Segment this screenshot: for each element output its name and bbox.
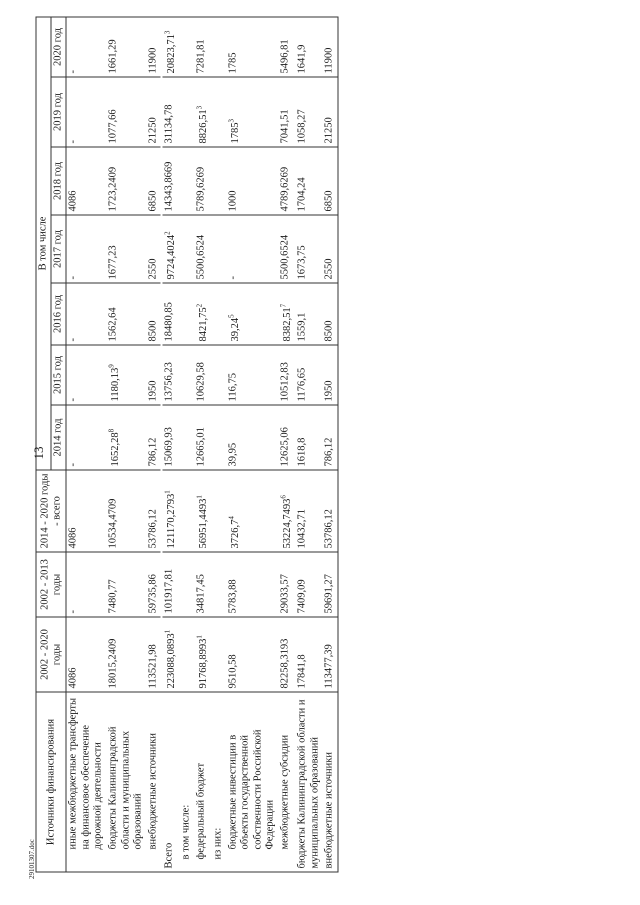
cell-value: 14343,8669: [163, 161, 175, 212]
table-cell: [66, 345, 106, 405]
row-source-label: иные межбюджетные трансферты на финансовое обеспечение дорожной деятельности: [66, 692, 106, 872]
table-cell: [296, 470, 323, 552]
table-cell: [163, 345, 180, 405]
cell-value: 10432,71: [296, 509, 308, 549]
cell-value: -: [67, 140, 79, 144]
table-cell: [106, 17, 146, 77]
cell-value: 116,75: [227, 373, 239, 402]
table-cell: [66, 552, 106, 617]
cell-value: 7480,77: [107, 579, 119, 614]
cell-value: 1677,23: [107, 245, 119, 280]
cell-value: 786,12: [147, 437, 159, 467]
table-cell: [66, 147, 106, 215]
cell-value: 11900: [147, 47, 159, 74]
table-cell: [66, 470, 106, 552]
table-cell: [163, 617, 180, 692]
footnote-marker: 3: [227, 119, 236, 123]
table-cell: [106, 215, 146, 283]
cell-value: 121170,2793: [166, 493, 178, 549]
cell-value: 1704,24: [296, 177, 308, 212]
footnote-marker: 1: [163, 490, 172, 494]
table-cell: [194, 617, 211, 692]
row-source-label: бюджеты Калининградской области и муниципальных образований: [296, 692, 323, 872]
footnote-marker: 5: [227, 314, 236, 318]
table-row: [106, 17, 146, 872]
cell-value: 12625,06: [279, 427, 291, 467]
row-source-label: федеральный бюджет: [194, 692, 211, 872]
cell-value: 12665,01: [195, 427, 207, 467]
cell-value: 21250: [147, 117, 159, 144]
cell-value: 34817,45: [195, 574, 207, 614]
table-cell: [279, 77, 296, 147]
table-cell: [212, 617, 227, 692]
table-cell: [163, 17, 180, 77]
table-cell: [180, 283, 195, 345]
cell-value: -: [67, 398, 79, 402]
table-cell: [226, 283, 278, 345]
cell-value: 4789,6269: [279, 166, 291, 212]
table-cell: [194, 470, 211, 552]
table-row: [323, 17, 338, 872]
cell-value: 4086: [67, 190, 79, 212]
table-cell: [66, 405, 106, 470]
table-cell: [163, 470, 180, 552]
table-cell: [279, 147, 296, 215]
table-cell: [146, 17, 161, 77]
header-in-total: В том числе: [36, 17, 51, 470]
cell-value: 82258,3193: [279, 638, 291, 689]
table-cell: [106, 617, 146, 692]
header-year: 2019 год: [51, 77, 66, 147]
table-cell: [212, 147, 227, 215]
table-cell: [296, 345, 323, 405]
cell-value: 1641,9: [296, 44, 308, 74]
cell-value: 7409,09: [296, 579, 308, 614]
table-cell: [106, 77, 146, 147]
table-cell: [279, 617, 296, 692]
table-cell: [323, 77, 338, 147]
footnote-marker: 1: [163, 629, 172, 634]
cell-value: 10512,83: [279, 362, 291, 402]
cell-value: 1562,64: [107, 307, 119, 342]
table-cell: [296, 77, 323, 147]
table-cell: [66, 617, 106, 692]
table-cell: [194, 283, 211, 345]
table-cell: [226, 405, 278, 470]
cell-value: 223088,0893: [166, 633, 178, 689]
cell-value: 1950: [323, 380, 335, 402]
table-cell: [194, 345, 211, 405]
cell-value: -: [67, 276, 79, 280]
table-cell: [146, 617, 161, 692]
table-cell: [66, 215, 106, 283]
table-cell: [163, 552, 180, 617]
cell-value: 786,12: [323, 437, 335, 467]
cell-value: 11900: [323, 47, 335, 74]
footnote-marker: 2: [163, 231, 172, 235]
cell-value: 9724,4024: [166, 234, 178, 280]
table-cell: [146, 552, 161, 617]
cell-value: 1661,29: [107, 39, 119, 74]
table-cell: [106, 470, 146, 552]
cell-value: 53786,12: [147, 509, 159, 549]
table-cell: [146, 147, 161, 215]
cell-value: 1559,1: [296, 312, 308, 342]
cell-value: 5783,88: [227, 579, 239, 614]
cell-value: 1180,13: [109, 367, 121, 402]
table-cell: [212, 283, 227, 345]
cell-value: 6850: [147, 190, 159, 212]
cell-value: 7041,51: [279, 109, 291, 144]
table-cell: [296, 215, 323, 283]
table-cell: [212, 17, 227, 77]
table-cell: [226, 345, 278, 405]
table-row: [146, 17, 161, 872]
table-cell: [106, 405, 146, 470]
cell-value: 5500,6524: [279, 234, 291, 280]
cell-value: 1618,8: [296, 437, 308, 467]
table-cell: [323, 215, 338, 283]
table-cell: [296, 552, 323, 617]
cell-value: 2550: [323, 258, 335, 280]
cell-value: 7281,81: [195, 39, 207, 74]
table-cell: [180, 617, 195, 692]
table-cell: [66, 283, 106, 345]
table-cell: [163, 77, 180, 147]
footnote-marker: 4: [227, 516, 236, 520]
cell-value: 8826,51: [197, 109, 209, 144]
header-year: 2015 год: [51, 345, 66, 405]
table-cell: [180, 215, 195, 283]
header-year: 2018 год: [51, 147, 66, 215]
footnote-marker: 7: [279, 303, 288, 308]
table-cell: [146, 470, 161, 552]
header-2014-2020: 2014 - 2020 годы - всего: [36, 470, 66, 552]
footnote-marker: 8: [107, 428, 116, 433]
row-source-label: бюджетные инвестиции в объекты государственной собственности Российской Федерации: [226, 692, 278, 872]
table-cell: [323, 147, 338, 215]
table-cell: [226, 17, 278, 77]
table-cell: [106, 147, 146, 215]
cell-value: 1723,2409: [107, 166, 119, 212]
table-cell: [146, 77, 161, 147]
table-cell: [212, 77, 227, 147]
financing-table: [36, 16, 339, 872]
table-cell: [279, 283, 296, 345]
row-source-label: межбюджетные субсидии: [279, 692, 296, 872]
header-source: Источники финансирования: [36, 692, 66, 872]
table-cell: [180, 17, 195, 77]
cell-value: 39,24: [229, 317, 241, 342]
table-row: [194, 17, 211, 872]
table-cell: [323, 470, 338, 552]
cell-value: 1176,65: [296, 367, 308, 402]
cell-value: 91768,8993: [197, 638, 209, 689]
cell-value: 1950: [147, 380, 159, 402]
footnote-marker: 2: [195, 303, 204, 308]
table-cell: [279, 345, 296, 405]
cell-value: 31134,78: [163, 104, 175, 144]
cell-value: 5496,81: [279, 39, 291, 74]
cell-value: 10629,58: [195, 362, 207, 402]
table-cell: [146, 345, 161, 405]
table-cell: [163, 147, 180, 215]
table-cell: [106, 283, 146, 345]
header-year: 2016 год: [51, 283, 66, 345]
table-cell: [323, 552, 338, 617]
cell-value: 1785: [229, 122, 241, 144]
header-year: 2020 год: [51, 17, 66, 77]
footnote-marker: 1: [195, 635, 204, 639]
table-cell: [163, 215, 180, 283]
cell-value: 39,95: [227, 442, 239, 467]
row-source-label: внебюджетные источники: [323, 692, 338, 872]
cell-value: -: [67, 338, 79, 342]
table-cell: [66, 17, 106, 77]
cell-value: 17841,8: [296, 654, 308, 689]
table-cell: [163, 405, 180, 470]
table-cell: [106, 345, 146, 405]
cell-value: 20823,71: [166, 34, 178, 74]
cell-value: -: [227, 276, 239, 280]
table-row: [66, 17, 106, 872]
table-cell: [226, 470, 278, 552]
table-cell: [66, 77, 106, 147]
footnote-marker: 6: [279, 495, 288, 499]
cell-value: 8382,51: [282, 307, 294, 342]
cell-value: 9510,58: [227, 654, 239, 689]
financing-table-container: [36, 18, 566, 873]
cell-value: 10534,4709: [107, 498, 119, 549]
table-cell: [180, 77, 195, 147]
cell-value: 8500: [323, 320, 335, 342]
cell-value: 18015,2409: [107, 638, 119, 689]
table-cell: [194, 215, 211, 283]
header-year: 2014 год: [51, 405, 66, 470]
table-cell: [212, 405, 227, 470]
header-year: 2017 год: [51, 215, 66, 283]
table-cell: [212, 215, 227, 283]
table-cell: [212, 470, 227, 552]
cell-value: 1673,75: [296, 245, 308, 280]
table-cell: [296, 17, 323, 77]
table-cell: [296, 283, 323, 345]
table-cell: [323, 617, 338, 692]
table-cell: [194, 17, 211, 77]
cell-value: 2550: [147, 258, 159, 280]
row-source-label: из них:: [212, 692, 227, 872]
table-cell: [226, 617, 278, 692]
table-cell: [279, 470, 296, 552]
cell-value: 59691,27: [323, 574, 335, 614]
table-cell: [226, 147, 278, 215]
cell-value: 29033,57: [279, 574, 291, 614]
table-cell: [226, 215, 278, 283]
page-number: 13: [31, 446, 46, 460]
cell-value: 101917,81: [163, 568, 175, 614]
cell-value: 1058,27: [296, 109, 308, 144]
cell-value: 113477,39: [323, 644, 335, 689]
cell-value: 1652,28: [109, 432, 121, 467]
header-2002-2013: 2002 - 2013 годы: [36, 552, 66, 617]
header-2002-2020: 2002 - 2020 годы: [36, 617, 66, 692]
table-row: [226, 17, 278, 872]
table-cell: [279, 215, 296, 283]
table-cell: [180, 345, 195, 405]
cell-value: 1000: [227, 190, 239, 212]
cell-value: 53786,12: [323, 509, 335, 549]
cell-value: 59735,86: [147, 574, 159, 614]
cell-value: 21250: [323, 117, 335, 144]
cell-value: 8500: [147, 320, 159, 342]
cell-value: -: [67, 610, 79, 614]
cell-value: 53224,7493: [282, 498, 294, 549]
table-cell: [194, 405, 211, 470]
table-cell: [212, 345, 227, 405]
cell-value: 1785: [227, 52, 239, 74]
table-cell: [106, 552, 146, 617]
table-row: [212, 17, 227, 872]
table-cell: [296, 617, 323, 692]
table-cell: [180, 147, 195, 215]
table-cell: [194, 147, 211, 215]
footnote-marker: 3: [163, 30, 172, 35]
table-cell: [323, 17, 338, 77]
table-cell: [194, 77, 211, 147]
table-cell: [279, 405, 296, 470]
row-source-label: внебюджетные источники: [146, 692, 161, 872]
cell-value: 4086: [67, 527, 79, 549]
footnote-marker: 1: [195, 495, 204, 499]
cell-value: 13756,23: [163, 362, 175, 402]
cell-value: -: [67, 463, 79, 467]
table-cell: [296, 147, 323, 215]
row-source-label: Всего: [163, 692, 180, 872]
table-cell: [296, 405, 323, 470]
table-cell: [146, 215, 161, 283]
table-cell: [279, 17, 296, 77]
cell-value: 8421,75: [197, 307, 209, 342]
document-id: 29101307.doc: [28, 839, 36, 879]
footnote-marker: 9: [107, 364, 116, 368]
cell-value: 15069,93: [163, 427, 175, 467]
row-source-label: бюджеты Калининградской области и муниципальных образований: [106, 692, 146, 872]
table-cell: [323, 405, 338, 470]
cell-value: 1077,66: [107, 109, 119, 144]
table-cell: [279, 552, 296, 617]
cell-value: 4086: [67, 667, 79, 689]
table-cell: [146, 405, 161, 470]
cell-value: 18480,85: [163, 302, 175, 342]
table-cell: [194, 552, 211, 617]
table-row: [279, 17, 296, 872]
table-row: [180, 17, 195, 872]
table-cell: [226, 552, 278, 617]
row-source-label: в том числе:: [180, 692, 195, 872]
cell-value: 113521,98: [147, 644, 159, 689]
table-cell: [212, 552, 227, 617]
table-cell: [226, 77, 278, 147]
table-cell: [163, 283, 180, 345]
cell-value: -: [67, 70, 79, 74]
table-cell: [180, 552, 195, 617]
table-row: [163, 17, 180, 872]
table-cell: [180, 405, 195, 470]
table-cell: [323, 283, 338, 345]
table-row: [296, 17, 323, 872]
cell-value: 6850: [323, 190, 335, 212]
table-cell: [323, 345, 338, 405]
table-cell: [146, 283, 161, 345]
table-cell: [180, 470, 195, 552]
cell-value: 5500,6524: [195, 234, 207, 280]
cell-value: 5789,6269: [195, 166, 207, 212]
cell-value: 56951,4493: [197, 498, 209, 549]
footnote-marker: 3: [195, 105, 204, 110]
cell-value: 3726,7: [229, 519, 241, 549]
